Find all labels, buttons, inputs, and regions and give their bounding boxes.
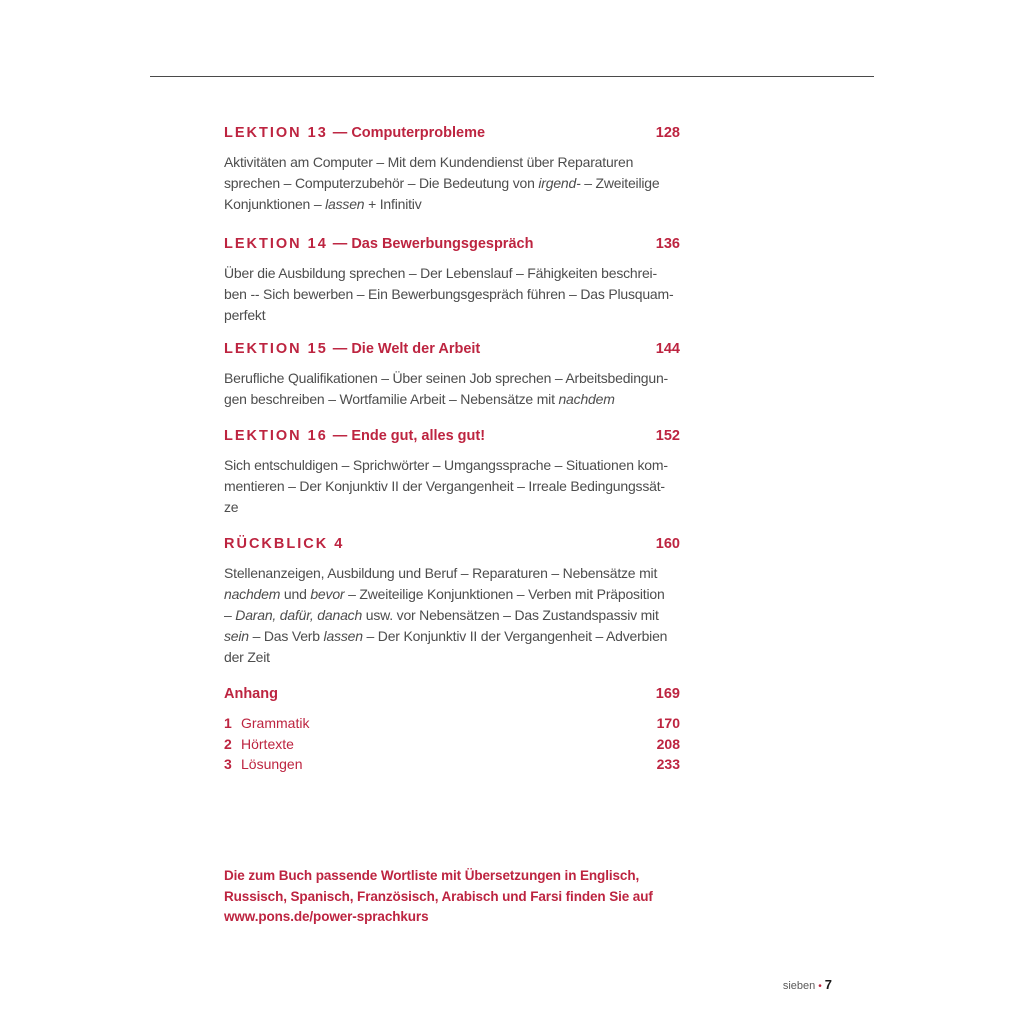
toc-section-anhang <box>224 684 680 775</box>
footer-page-word: sieben <box>782 980 816 992</box>
section-title: — Ende gut, alles gut! <box>332 428 486 444</box>
section-page-number: 160 <box>655 536 680 552</box>
anhang-heading-left <box>224 684 278 704</box>
section-description: Berufliche Qualifikationen – Über seinen Job sprechen – Arbeitsbedingun- gen beschreiben – Wortfamilie Arbeit – Nebensätze mit nachdem <box>224 370 668 407</box>
section-page-number: 136 <box>655 236 680 252</box>
footer-bullet: • <box>818 981 822 992</box>
section-heading <box>224 123 680 143</box>
section-label: LEKTION 16 <box>224 428 328 444</box>
section-heading <box>224 426 680 446</box>
wordlist-notice: Die zum Buch passende Wortliste mit Übersetzungen in Englisch, Russisch, Spanisch, Französisch, Arabisch und Farsi finden Sie auf www.pons.de/power-sprachkurs <box>224 868 653 924</box>
anhang-item-page: 170 <box>656 715 680 731</box>
anhang-heading <box>224 684 680 704</box>
section-description: Stellenanzeigen, Ausbildung und Beruf – Reparaturen – Nebensätze mit nachdem und bevor – Zweiteilige Konjunktionen – Verben mit Präposition – Daran, dafür, danach usw. vor Nebensätzen – Das Zustandspassiv mit sein – Das Verb lassen – Der Konjunktiv II der Vergangenheit – Adverbien der Zeit <box>224 565 668 665</box>
anhang-items <box>224 713 680 775</box>
section-heading-left <box>224 234 533 254</box>
section-heading-left <box>224 534 349 554</box>
anhang-item-hoertexte <box>224 734 680 755</box>
toc-section-lektion-13 <box>224 123 680 215</box>
toc-section-lektion-16 <box>224 426 680 518</box>
toc-section-lektion-14 <box>224 234 680 326</box>
section-page-number: 152 <box>655 428 680 444</box>
section-page-number: 144 <box>655 341 680 357</box>
section-heading-left <box>224 426 485 446</box>
section-label: RÜCKBLICK 4 <box>224 536 345 552</box>
anhang-item-label: Lösungen <box>241 756 303 772</box>
footer-page-number: 7 <box>824 977 832 992</box>
section-heading-left <box>224 123 485 143</box>
section-title: — Computerprobleme <box>332 125 486 141</box>
section-title: — Die Welt der Arbeit <box>332 341 481 357</box>
section-label: LEKTION 14 <box>224 236 328 252</box>
section-label: LEKTION 15 <box>224 341 328 357</box>
anhang-label: Anhang <box>224 686 278 702</box>
anhang-item-label: Hörtexte <box>241 735 294 752</box>
anhang-item-label: Grammatik <box>241 715 310 731</box>
wordlist-notice-block <box>224 866 680 928</box>
top-rule <box>150 76 874 77</box>
section-label: LEKTION 13 <box>224 125 328 141</box>
anhang-item-grammatik <box>224 713 680 734</box>
section-page-number: 128 <box>655 125 680 141</box>
section-title: — Das Bewerbungsgespräch <box>332 236 534 252</box>
anhang-page-number: 169 <box>655 686 680 702</box>
anhang-item-page: 208 <box>656 735 680 752</box>
section-description: Über die Ausbildung sprechen – Der Lebenslauf – Fähigkeiten beschrei- ben -- Sich bewerben – Ein Bewerbungsgespräch führen – Das Plusquam- perfekt <box>224 265 674 323</box>
page-footer <box>783 977 832 992</box>
anhang-item-page: 233 <box>656 756 680 772</box>
section-heading <box>224 534 680 554</box>
section-heading <box>224 234 680 254</box>
toc-section-rueckblick-4 <box>224 534 680 668</box>
section-heading-left <box>224 339 480 359</box>
anhang-item-number: 3 <box>224 756 232 772</box>
section-description: Sich entschuldigen – Sprichwörter – Umgangssprache – Situationen kom- mentieren – Der Konjunktiv II der Vergangenheit – Irreale Bedingungssät- ze <box>224 457 668 515</box>
toc-section-lektion-15 <box>224 339 680 410</box>
section-description: Aktivitäten am Computer – Mit dem Kundendienst über Reparaturen sprechen – Computerzubehör – Die Bedeutung von irgend- – Zweiteilige Konjunktionen – lassen + Infinitiv <box>224 154 660 212</box>
anhang-item-loesungen <box>224 754 680 775</box>
anhang-item-number: 2 <box>224 735 232 752</box>
section-heading <box>224 339 680 359</box>
anhang-item-number: 1 <box>224 715 232 731</box>
